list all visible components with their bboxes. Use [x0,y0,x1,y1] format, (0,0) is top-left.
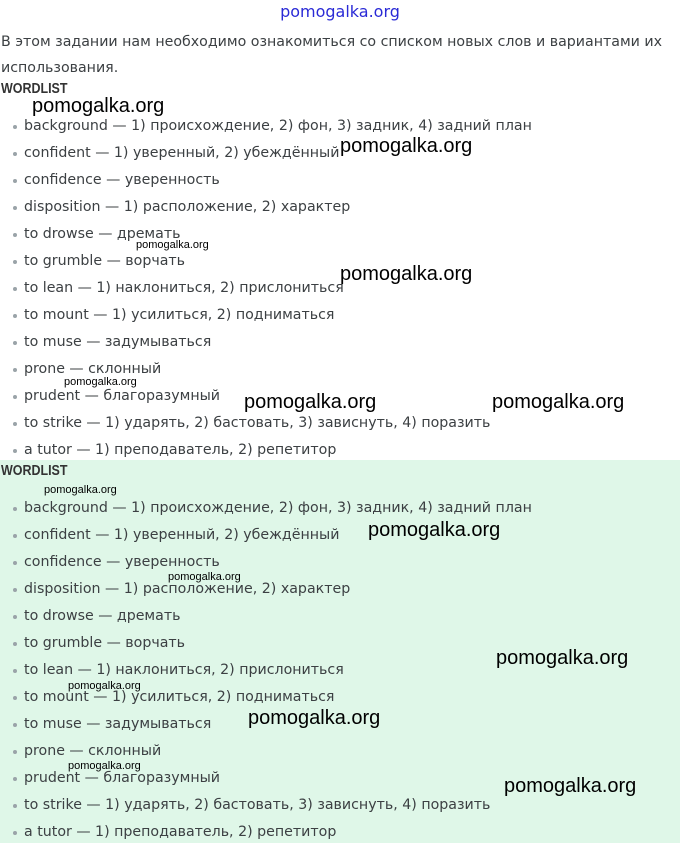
list-item: background — 1) происхождение, 2) фон, 3) задник, 4) задний план [0,495,532,522]
list-item: to lean — 1) наклониться, 2) прислониться [0,275,532,302]
watermark: pomogalka.org [248,707,381,729]
list-item: disposition — 1) расположение, 2) характер [0,576,532,603]
watermark: pomogalka.org [44,484,117,496]
list-item: to strike — 1) ударять, 2) бастовать, 3) зависнуть, 4) поразить [0,792,532,819]
watermark: pomogalka.org [340,263,473,285]
wordlist-section-1 [0,78,680,460]
list-item: confident — 1) уверенный, 2) убеждённый [0,140,532,167]
watermark: pomogalka.org [32,95,165,117]
list-item: to grumble — ворчать [0,248,532,275]
watermark: pomogalka.org [504,775,637,797]
list-item: to lean — 1) наклониться, 2) прислониться [0,657,532,684]
list-item: a tutor — 1) преподаватель, 2) репетитор [0,819,532,846]
list-item: confident — 1) уверенный, 2) убеждённый [0,522,532,549]
list-item: prone — склонный [0,356,532,383]
list-item: to strike — 1) ударять, 2) бастовать, 3) зависнуть, 4) поразить [0,410,532,437]
list-item: to grumble — ворчать [0,630,532,657]
list-item: to drowse — дремать [0,221,532,248]
list-item: confidence — уверенность [0,549,532,576]
list-item: to drowse — дремать [0,603,532,630]
site-logo-link[interactable]: pomogalka.org [280,2,400,21]
list-item: confidence — уверенность [0,167,532,194]
watermark: pomogalka.org [168,571,241,583]
list-item: prone — склонный [0,738,532,765]
wordlist-heading: WORDLIST [1,81,68,97]
watermark: pomogalka.org [492,391,625,413]
list-item: to muse — задумываться [0,711,532,738]
list-item: background — 1) происхождение, 2) фон, 3) задник, 4) задний план [0,113,532,140]
watermark: pomogalka.org [496,647,629,669]
list-item: to mount — 1) усилиться, 2) подниматься [0,302,532,329]
watermark: pomogalka.org [340,135,473,157]
watermark: pomogalka.org [64,376,137,388]
watermark: pomogalka.org [368,519,501,541]
watermark: pomogalka.org [68,760,141,772]
wordlist [0,113,532,464]
list-item: prudent — благоразумный [0,383,532,410]
list-item: to mount — 1) усилиться, 2) подниматься [0,684,532,711]
list-item: disposition — 1) расположение, 2) характер [0,194,532,221]
wordlist-heading: WORDLIST [1,463,68,479]
wordlist [0,495,532,846]
watermark: pomogalka.org [244,391,377,413]
list-item: to muse — задумываться [0,329,532,356]
list-item: a tutor — 1) преподаватель, 2) репетитор [0,437,532,464]
intro-text: В этом задании нам необходимо ознакомиться со списком новых слов и вариантами их использования. [1,34,662,76]
list-item: prudent — благоразумный [0,765,532,792]
watermark: pomogalka.org [68,680,141,692]
wordlist-section-2 [0,460,680,843]
watermark: pomogalka.org [136,239,209,251]
